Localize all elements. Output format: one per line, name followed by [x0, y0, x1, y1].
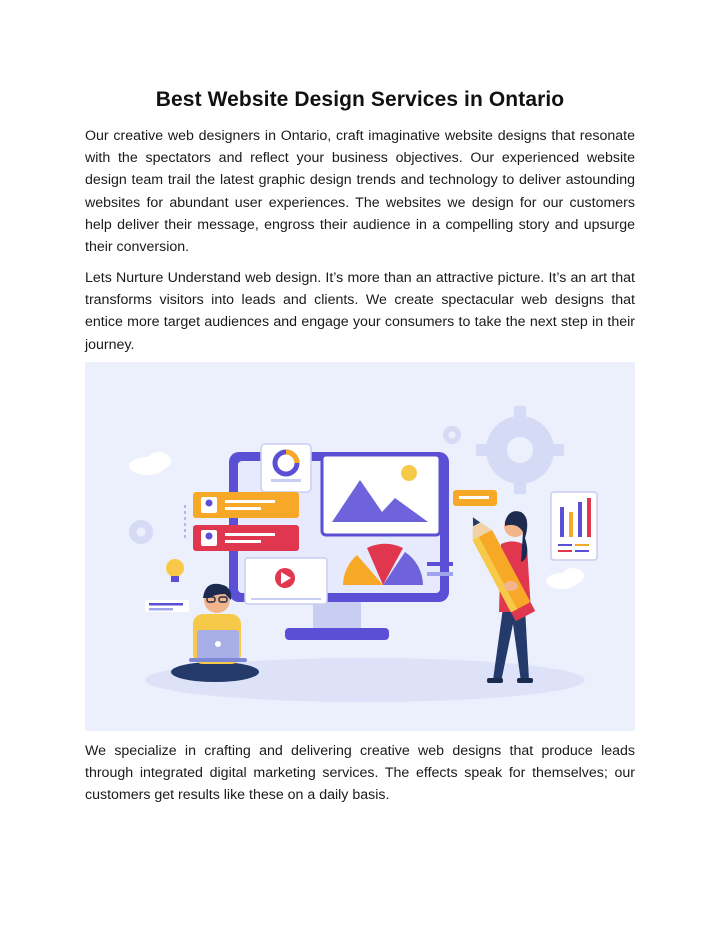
label-card-orange — [453, 490, 497, 506]
donut-chart-card — [261, 444, 311, 492]
small-gear-icon — [443, 426, 461, 444]
web-design-paragraph: Lets Nurture Understand web design. It’s more than an attractive picture. It’s an art that transforms visitors into leads and clients. We create spectacular web designs that entice more target audiences and engage your consumers to take the next step in their journey. — [85, 270, 635, 353]
closing-paragraph: We specialize in crafting and delivering creative web designs that produce leads through integrated digital marketing services. The effects speak for themselves; our customers get results like these on a daily basis. — [85, 743, 635, 804]
bar-chart-card — [551, 492, 597, 560]
web-design-illustration — [85, 362, 635, 731]
video-player-card — [245, 558, 327, 604]
left-gear-icon — [129, 520, 153, 544]
profile-card-red — [193, 525, 299, 551]
profile-card-orange — [193, 492, 299, 518]
page-title: Best Website Design Services in Ontario — [155, 88, 565, 111]
intro-paragraph: Our creative web designers in Ontario, craft imaginative website designs that resonate with the spectators and reflect your business objectives. Our experienced website design team trail the latest graphic design trends and technology to deliver astounding websites for abundant user experiences. The websites we design for our customers help deliver their message, engross their audience in a compelling story and upsurge their conversion. — [85, 128, 635, 256]
